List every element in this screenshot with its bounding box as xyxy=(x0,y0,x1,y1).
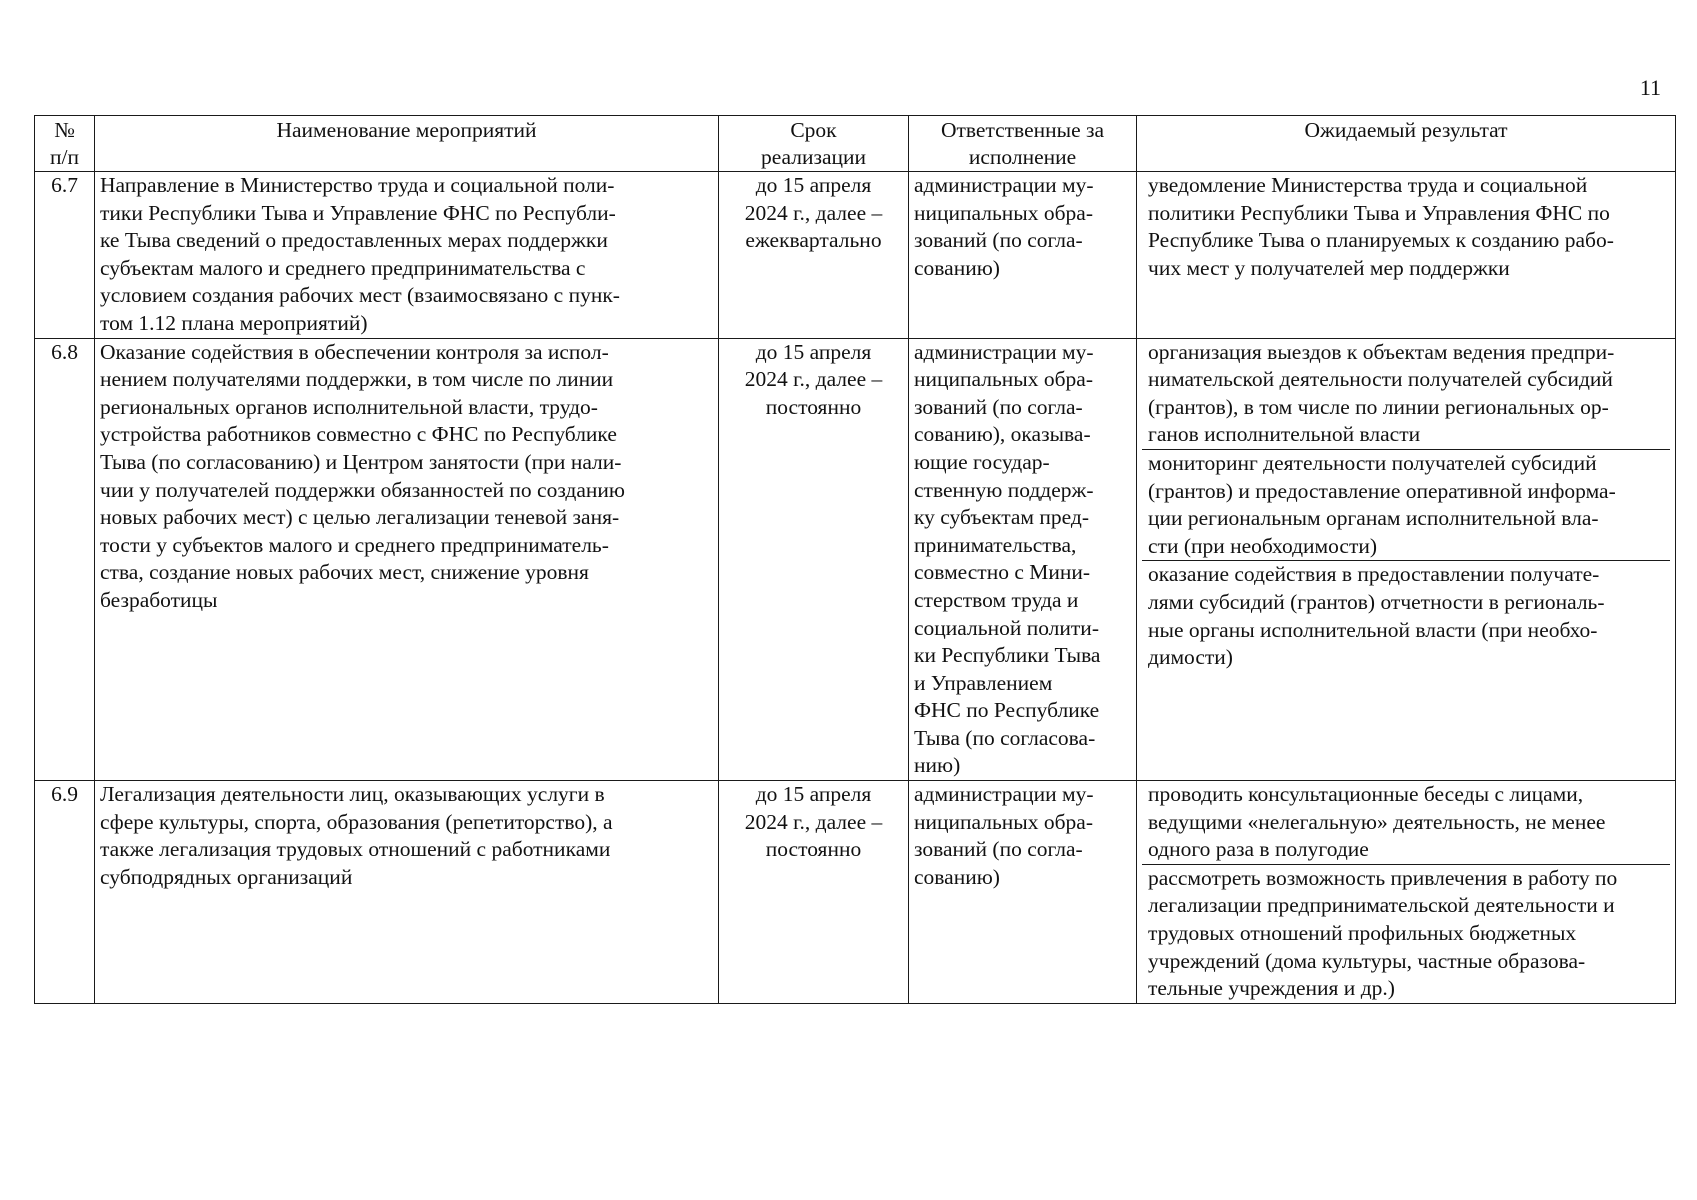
expected-result-line: (грантов), в том числе по линии региональных ор- xyxy=(1148,394,1609,419)
header-num-line: № xyxy=(54,118,75,142)
deadline-line: до 15 апреля xyxy=(755,782,872,807)
measure-name-line: субъектам малого и среднего предпринимательства с xyxy=(100,255,586,280)
deadline-line: 2024 г., далее – xyxy=(744,367,883,392)
expected-result-line: тельные учреждения и др.) xyxy=(1148,976,1395,1001)
measure-name-line: Тыва (по согласованию) и Центром занятости (при нали- xyxy=(100,449,622,474)
expected-result-line: лями субсидий (грантов) отчетности в региональ- xyxy=(1148,589,1605,614)
measure-name-line: также легализация трудовых отношений с работниками xyxy=(100,837,611,862)
responsible-line: сованию) xyxy=(914,255,1000,280)
expected-result-line: Республике Тыва о планируемых к созданию рабо- xyxy=(1148,228,1614,253)
deadline-line: постоянно xyxy=(765,394,862,419)
responsible-line: ственную поддерж- xyxy=(914,477,1094,502)
header-term-line: реализации xyxy=(760,145,867,169)
expected-result-line: чих мест у получателей мер поддержки xyxy=(1148,255,1510,280)
responsible-line: зований (по согла- xyxy=(914,228,1083,253)
measure-name-line: чии у получателей поддержки обязанностей по созданию xyxy=(100,477,625,502)
expected-result-item xyxy=(1142,339,1670,450)
deadline-cell xyxy=(719,338,909,781)
measures-table xyxy=(34,115,1676,1004)
expected-result-line: политики Республики Тыва и Управления ФНС по xyxy=(1148,200,1610,225)
expected-result-line: ции региональным органам исполнительной вла- xyxy=(1148,506,1599,531)
expected-result-cell xyxy=(1137,781,1676,1004)
header-responsible xyxy=(909,116,1137,172)
header-result xyxy=(1137,116,1676,172)
expected-result-item xyxy=(1142,865,1670,1003)
row-number: 6.7 xyxy=(51,173,78,197)
header-responsible-line: исполнение xyxy=(968,145,1077,169)
responsible-cell xyxy=(909,781,1137,1004)
measure-name-line: субподрядных организаций xyxy=(100,864,353,889)
deadline-line: до 15 апреля xyxy=(755,339,872,364)
expected-result-item xyxy=(1142,450,1670,561)
responsible-line: ющие государ- xyxy=(914,449,1050,474)
measure-name-line: Оказание содействия в обеспечении контроля за испол- xyxy=(100,339,609,364)
expected-result-line: сти (при необходимости) xyxy=(1148,533,1378,558)
responsible-line: сованию) xyxy=(914,864,1000,889)
measure-name-line: устройства работников совместно с ФНС по Республике xyxy=(100,422,617,447)
table-row xyxy=(35,781,1676,1004)
expected-result-line: ные органы исполнительной власти (при необхо- xyxy=(1148,617,1598,642)
expected-result-line: легализации предпринимательской деятельности и xyxy=(1148,893,1615,918)
measure-name-line: региональных органов исполнительной власти, трудо- xyxy=(100,394,598,419)
responsible-line: ниципальных обра- xyxy=(914,809,1094,834)
expected-result-cell xyxy=(1137,338,1676,781)
responsible-line: ниципальных обра- xyxy=(914,367,1094,392)
responsible-line: нию) xyxy=(914,753,961,778)
responsible-line: ниципальных обра- xyxy=(914,200,1094,225)
measure-name-line: условием создания рабочих мест (взаимосвязано с пунк- xyxy=(100,283,620,308)
responsible-line: социальной полити- xyxy=(914,615,1099,640)
deadline-cell xyxy=(719,172,909,339)
table-header xyxy=(35,116,1676,172)
expected-result-line: нимательской деятельности получателей субсидий xyxy=(1148,367,1613,392)
measure-name-line: безработицы xyxy=(100,587,218,612)
deadline-cell xyxy=(719,781,909,1004)
header-term xyxy=(719,116,909,172)
deadline-line: постоянно xyxy=(765,837,862,862)
expected-result-line: учреждений (дома культуры, частные образова- xyxy=(1148,948,1586,973)
row-number-cell xyxy=(35,172,95,339)
expected-result-item xyxy=(1142,561,1670,671)
measure-name-cell xyxy=(95,172,719,339)
measure-name-line: тики Республики Тыва и Управление ФНС по Республи- xyxy=(100,200,616,225)
measure-name-line: ства, создание новых рабочих мест, снижение уровня xyxy=(100,560,589,585)
header-num-line: п/п xyxy=(50,145,79,169)
expected-result-item xyxy=(1142,781,1670,865)
measure-name-line: Легализация деятельности лиц, оказывающих услуги в xyxy=(100,782,605,807)
header-num xyxy=(35,116,95,172)
header-responsible-line: Ответственные за xyxy=(940,118,1105,142)
responsible-line: ФНС по Республике xyxy=(914,698,1100,723)
row-number-cell xyxy=(35,338,95,781)
expected-result-line: уведомление Министерства труда и социальной xyxy=(1148,173,1588,197)
expected-result-line: ведущими «нелегальную» деятельность, не менее xyxy=(1148,809,1606,834)
header-name-line: Наименование мероприятий xyxy=(276,118,537,142)
expected-result-line: рассмотреть возможность привлечения в работу по xyxy=(1148,865,1618,890)
expected-result-line: оказание содействия в предоставлении получате- xyxy=(1148,562,1600,587)
expected-result-line: (грантов) и предоставление оперативной информа- xyxy=(1148,478,1616,503)
measure-name-cell xyxy=(95,338,719,781)
measure-name-line: новых рабочих мест) с целью легализации теневой заня- xyxy=(100,505,620,530)
table-row xyxy=(35,338,1676,781)
page-number: 11 xyxy=(1639,75,1661,100)
deadline-line: ежеквартально xyxy=(745,228,882,253)
header-row xyxy=(35,116,1676,172)
responsible-cell xyxy=(909,338,1137,781)
expected-result-line: ганов исполнительной власти xyxy=(1148,422,1421,447)
expected-result-line: мониторинг деятельности получателей субсидий xyxy=(1148,450,1597,475)
measure-name-line: ке Тыва сведений о предоставленных мерах поддержки xyxy=(100,228,608,253)
deadline-line: 2024 г., далее – xyxy=(744,200,883,225)
deadline-line: до 15 апреля xyxy=(755,173,872,197)
responsible-line: сованию), оказыва- xyxy=(914,422,1091,447)
measure-name-line: нением получателями поддержки, в том числе по линии xyxy=(100,367,614,392)
measure-name-line: том 1.12 плана мероприятий) xyxy=(100,310,368,335)
responsible-line: ку субъектам пред- xyxy=(914,505,1090,530)
responsible-line: зований (по согла- xyxy=(914,837,1083,862)
expected-result-cell xyxy=(1137,172,1676,339)
responsible-cell xyxy=(909,172,1137,339)
responsible-line: администрации му- xyxy=(914,339,1094,364)
measure-name-line: Направление в Министерство труда и социальной поли- xyxy=(100,173,615,197)
expected-result-line: трудовых отношений профильных бюджетных xyxy=(1148,921,1577,946)
header-result-line: Ожидаемый результат xyxy=(1304,118,1508,142)
responsible-line: совместно с Мини- xyxy=(914,560,1091,585)
responsible-line: ки Республики Тыва xyxy=(914,643,1101,668)
header-name xyxy=(95,116,719,172)
table-body xyxy=(35,172,1676,1004)
deadline-line: 2024 г., далее – xyxy=(744,809,883,834)
responsible-line: Тыва (по согласова- xyxy=(914,725,1096,750)
responsible-line: и Управлением xyxy=(914,670,1053,695)
expected-result-line: димости) xyxy=(1148,645,1233,670)
responsible-line: администрации му- xyxy=(914,173,1094,197)
responsible-line: стерством труда и xyxy=(914,587,1079,612)
measure-name-line: сфере культуры, спорта, образования (репетиторство), а xyxy=(100,809,613,834)
expected-result-line: организация выездов к объектам ведения предпри- xyxy=(1148,339,1615,364)
responsible-line: зований (по согла- xyxy=(914,394,1083,419)
expected-result-line: одного раза в полугодие xyxy=(1148,837,1369,862)
responsible-line: принимательства, xyxy=(914,532,1077,557)
responsible-line: администрации му- xyxy=(914,782,1094,807)
expected-result-item xyxy=(1142,172,1670,282)
header-term-line: Срок xyxy=(790,118,837,142)
expected-result-line: проводить консультационные беседы с лицами, xyxy=(1148,782,1584,807)
row-number: 6.8 xyxy=(51,339,78,364)
table-row xyxy=(35,172,1676,339)
row-number: 6.9 xyxy=(51,782,78,807)
measure-name-line: тости у субъектов малого и среднего предприниматель- xyxy=(100,532,609,557)
row-number-cell xyxy=(35,781,95,1004)
measure-name-cell xyxy=(95,781,719,1004)
